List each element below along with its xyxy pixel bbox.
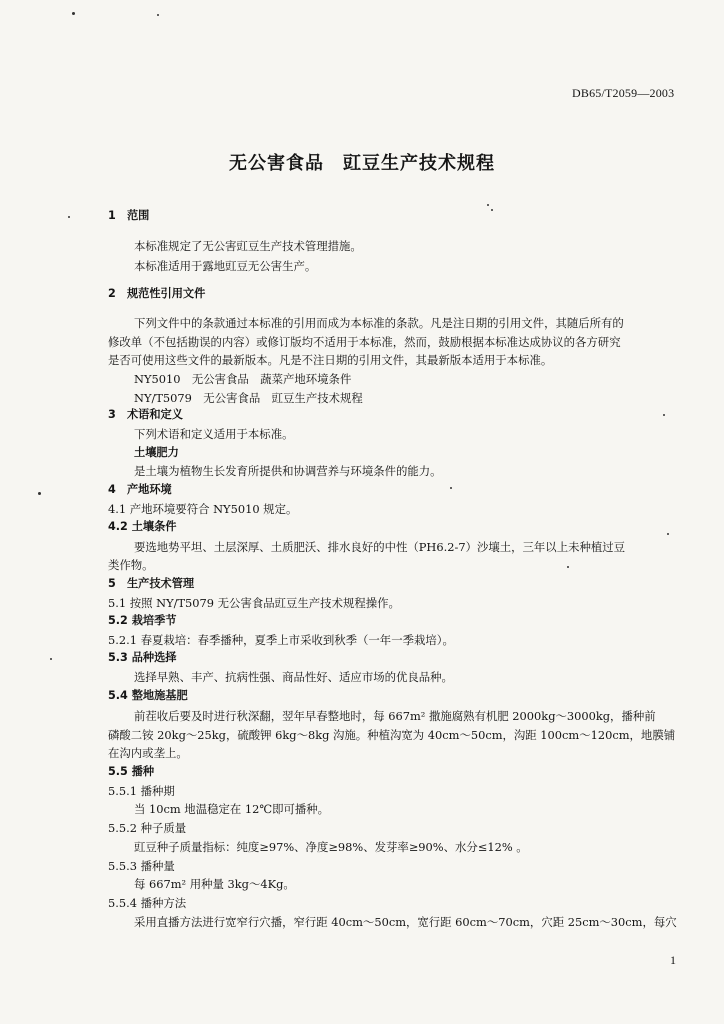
reference-item: NY/T5079 无公害食品 豇豆生产技术规程 bbox=[134, 391, 363, 405]
section-heading: 2 规范性引用文件 bbox=[108, 287, 206, 300]
body-text: 当 10cm 地温稳定在 12℃即可播种。 bbox=[134, 802, 330, 816]
scan-speck bbox=[50, 658, 52, 660]
scan-speck bbox=[567, 566, 569, 568]
body-text: 选择早熟、丰产、抗病性强、商品性好、适应市场的优良品种。 bbox=[134, 670, 453, 684]
section-heading: 1 范围 bbox=[108, 209, 150, 222]
body-text: 在沟内或垄上。 bbox=[108, 746, 188, 760]
subsection-heading: 5.3 品种选择 bbox=[108, 651, 177, 664]
body-text: 下列术语和定义适用于本标准。 bbox=[134, 427, 294, 441]
body-text: 修改单（不包括勘误的内容）或修订版均不适用于本标准，然而，鼓励根据本标准达成协议的各方研究 bbox=[108, 335, 621, 349]
body-text: 豇豆种子质量指标：纯度≥97%、净度≥98%、发芽率≥90%、水分≤12% 。 bbox=[134, 840, 528, 854]
clause-heading: 5.5.1 播种期 bbox=[108, 784, 175, 798]
scan-speck bbox=[667, 533, 669, 535]
page-number: 1 bbox=[670, 953, 676, 967]
scan-speck bbox=[72, 12, 75, 15]
section-heading: 5 生产技术管理 bbox=[108, 577, 195, 590]
scan-speck bbox=[491, 209, 493, 211]
standard-code: DB65/T2059—2003 bbox=[572, 86, 675, 100]
body-text: 类作物。 bbox=[108, 558, 154, 572]
body-text: 是否可使用这些文件的最新版本。凡是不注日期的引用文件，其最新版本适用于本标准。 bbox=[108, 353, 553, 367]
term-heading: 土壤肥力 bbox=[134, 446, 179, 459]
body-text: 要选地势平坦、土层深厚、土质肥沃、排水良好的中性（PH6.2-7）沙壤土，三年以上未种植过豆 bbox=[134, 540, 626, 554]
clause-text: 4.1 产地环境要符合 NY5010 规定。 bbox=[108, 502, 298, 516]
term-definition: 是土壤为植物生长发育所提供和协调营养与环境条件的能力。 bbox=[134, 464, 442, 478]
body-text: 每 667m² 用种量 3kg～4Kg。 bbox=[134, 877, 295, 891]
body-text: 下列文件中的条款通过本标准的引用而成为本标准的条款。凡是注日期的引用文件，其随后所有的 bbox=[134, 316, 624, 330]
document-title: 无公害食品 豇豆生产技术规程 bbox=[229, 153, 495, 174]
reference-item: NY5010 无公害食品 蔬菜产地环境条件 bbox=[134, 372, 352, 386]
scan-speck bbox=[487, 204, 489, 206]
body-text: 前茬收后要及时进行秋深翻，翌年早春整地时，每 667m² 撒施腐熟有机肥 2000kg～3000kg，播种前 bbox=[134, 709, 656, 723]
subsection-heading: 5.4 整地施基肥 bbox=[108, 689, 188, 702]
body-text: 本标准规定了无公害豇豆生产技术管理措施。 bbox=[134, 239, 362, 253]
body-text: 本标准适用于露地豇豆无公害生产。 bbox=[134, 259, 317, 273]
clause-text: 5.2.1 春夏栽培：春季播种，夏季上市采收到秋季（一年一季栽培）。 bbox=[108, 633, 454, 647]
subsection-heading: 5.5 播种 bbox=[108, 765, 155, 778]
body-text: 采用直播方法进行宽窄行穴播，窄行距 40cm～50cm，宽行距 60cm～70cm，穴距 25cm～30cm，每穴 bbox=[134, 915, 677, 929]
subsection-heading: 4.2 土壤条件 bbox=[108, 520, 177, 533]
scan-speck bbox=[68, 216, 70, 218]
clause-heading: 5.5.3 播种量 bbox=[108, 859, 175, 873]
section-heading: 3 术语和定义 bbox=[108, 408, 183, 421]
clause-heading: 5.5.2 种子质量 bbox=[108, 821, 187, 835]
clause-heading: 5.5.4 播种方法 bbox=[108, 896, 187, 910]
body-text: 磷酸二铵 20kg～25kg，硫酸钾 6kg～8kg 沟施。种植沟宽为 40cm～50cm，沟距 100cm～120cm，地膜铺 bbox=[108, 728, 676, 742]
scan-speck bbox=[157, 14, 159, 16]
scan-speck bbox=[38, 492, 41, 495]
scan-speck bbox=[450, 487, 452, 489]
section-heading: 4 产地环境 bbox=[108, 483, 172, 496]
scan-speck bbox=[663, 414, 665, 416]
clause-text: 5.1 按照 NY/T5079 无公害食品豇豆生产技术规程操作。 bbox=[108, 596, 400, 610]
subsection-heading: 5.2 栽培季节 bbox=[108, 614, 177, 627]
